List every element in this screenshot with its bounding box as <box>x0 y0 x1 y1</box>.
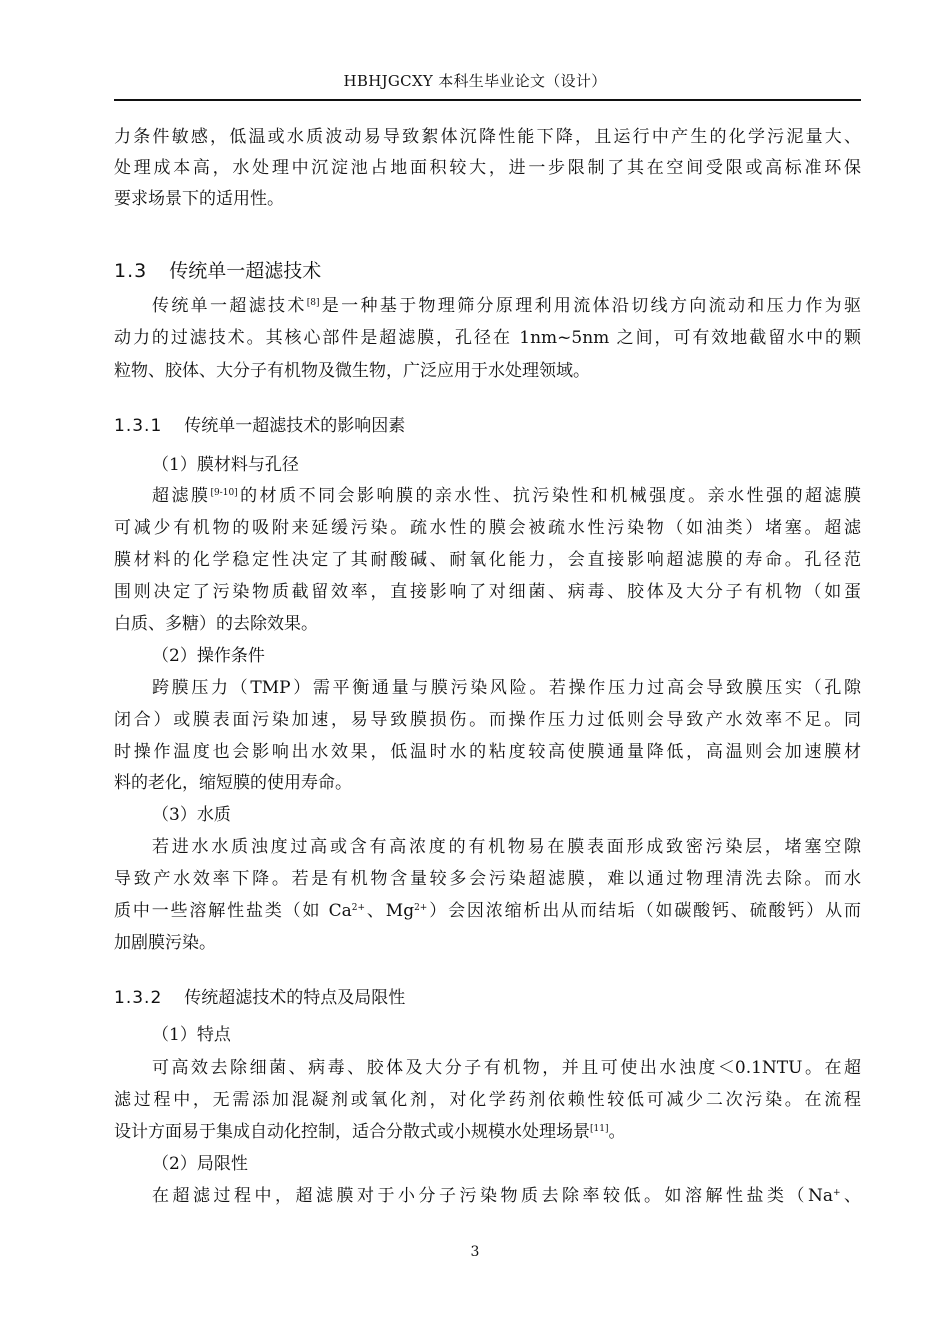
section-number: 1.3 <box>114 260 148 282</box>
paragraph-line: 设计方面易于集成自动化控制，适合分散式或小规模水处理场景[11]。 <box>114 1122 626 1142</box>
subheading: （3）水质 <box>152 805 231 825</box>
paragraph-line: 力条件敏感，低温或水质波动易导致絮体沉降性能下降，且运行中产生的化学污泥量大、 <box>114 127 861 147</box>
paragraph-line: 膜材料的化学稳定性决定了其耐酸碱、耐氧化能力，会直接影响超滤膜的寿命。孔径范 <box>114 550 861 570</box>
section-heading-1-3-1 <box>114 411 405 436</box>
subheading: （1）特点 <box>152 1025 231 1045</box>
paragraph-line: 处理成本高，水处理中沉淀池占地面积较大，进一步限制了其在空间受限或高标准环保 <box>114 158 861 178</box>
superscript-charge: 2+ <box>414 903 428 913</box>
page-number: 3 <box>470 1244 480 1260</box>
paragraph-line: 白质、多糖）的去除效果。 <box>114 614 318 634</box>
paragraph-line: 质中一些溶解性盐类（如 $Ca^{2+}$、$Mg^{2+}$）会因浓缩析出从而结垢（如碳酸钙、硫酸钙）从而 <box>114 901 861 921</box>
paragraph-line: 时操作温度也会影响出水效果，低温时水的粘度较高使膜通量降低，高温则会加速膜材 <box>114 742 861 762</box>
citation-ref: [11] <box>590 1124 609 1134</box>
header-divider <box>114 99 861 101</box>
paragraph-line: 跨膜压力（TMP）需平衡通量与膜污染风险。若操作压力过高会导致膜压实（孔隙 <box>152 678 861 698</box>
section-number: 1.3.2 <box>114 988 163 1008</box>
subheading: （2）局限性 <box>152 1154 248 1174</box>
subheading: （1）膜材料与孔径 <box>152 455 299 475</box>
superscript-charge: 2+ <box>351 903 366 913</box>
paragraph-line: 闭合）或膜表面污染加速，易导致膜损伤。而操作压力过低则会导致产水效率不足。同 <box>114 710 861 730</box>
paragraph-line: 若进水水质浊度过高或含有高浓度的有机物易在膜表面形成致密污染层，堵塞空隙 <box>152 837 861 857</box>
section-title: 传统单一超滤技术的影响因素 <box>184 416 406 436</box>
superscript-charge: + <box>832 1188 841 1198</box>
citation-ref: [8] <box>306 298 320 308</box>
paragraph-line: 在超滤过程中，超滤膜对于小分子污染物质去除率较低。如溶解性盐类（Na+、 <box>152 1186 861 1206</box>
paragraph-line: 可减少有机物的吸附来延缓污染。疏水性的膜会被疏水性污染物（如油类）堵塞。超滤 <box>114 518 861 538</box>
subheading: （2）操作条件 <box>152 646 265 666</box>
citation-ref: [9-10] <box>210 488 238 498</box>
paragraph-line: 要求场景下的适用性。 <box>114 189 284 209</box>
section-heading-1-3 <box>114 256 321 283</box>
paragraph-line: 超滤膜[9-10]的材质不同会影响膜的亲水性、抗污染性和机械强度。亲水性强的超滤膜 <box>152 486 862 506</box>
section-title: 传统超滤技术的特点及局限性 <box>184 988 406 1008</box>
paragraph-line: 可高效去除细菌、病毒、胶体及大分子有机物，并且可使出水浊度＜0.1NTU。在超 <box>152 1058 861 1078</box>
paragraph-line: 围则决定了污染物质截留效率，直接影响了对细菌、病毒、胶体及大分子有机物（如蛋 <box>114 582 861 602</box>
paragraph-line: 粒物、胶体、大分子有机物及微生物，广泛应用于水处理领域。 <box>114 361 590 381</box>
section-heading-1-3-2 <box>114 983 405 1008</box>
paragraph-line: 滤过程中，无需添加混凝剂或氧化剂，对化学药剂依赖性较低可减少二次污染。在流程 <box>114 1090 861 1110</box>
paragraph-line: 传统单一超滤技术[8]是一种基于物理筛分原理利用流体沿切线方向流动和压力作为驱 <box>152 296 862 316</box>
paragraph-line: 导致产水效率下降。若是有机物含量较多会污染超滤膜，难以通过物理清洗去除。而水 <box>114 869 861 889</box>
section-title: 传统单一超滤技术 <box>169 260 322 282</box>
paragraph-line: 料的老化，缩短膜的使用寿命。 <box>114 773 352 793</box>
paragraph-line: 加剧膜污染。 <box>114 933 216 953</box>
paragraph-line: 动力的过滤技术。其核心部件是超滤膜，孔径在 1nm~5nm 之间，可有效地截留水中的颗 <box>114 328 861 348</box>
running-header: HBHJGCXY 本科生毕业论文（设计） <box>343 72 607 90</box>
section-number: 1.3.1 <box>114 416 163 436</box>
